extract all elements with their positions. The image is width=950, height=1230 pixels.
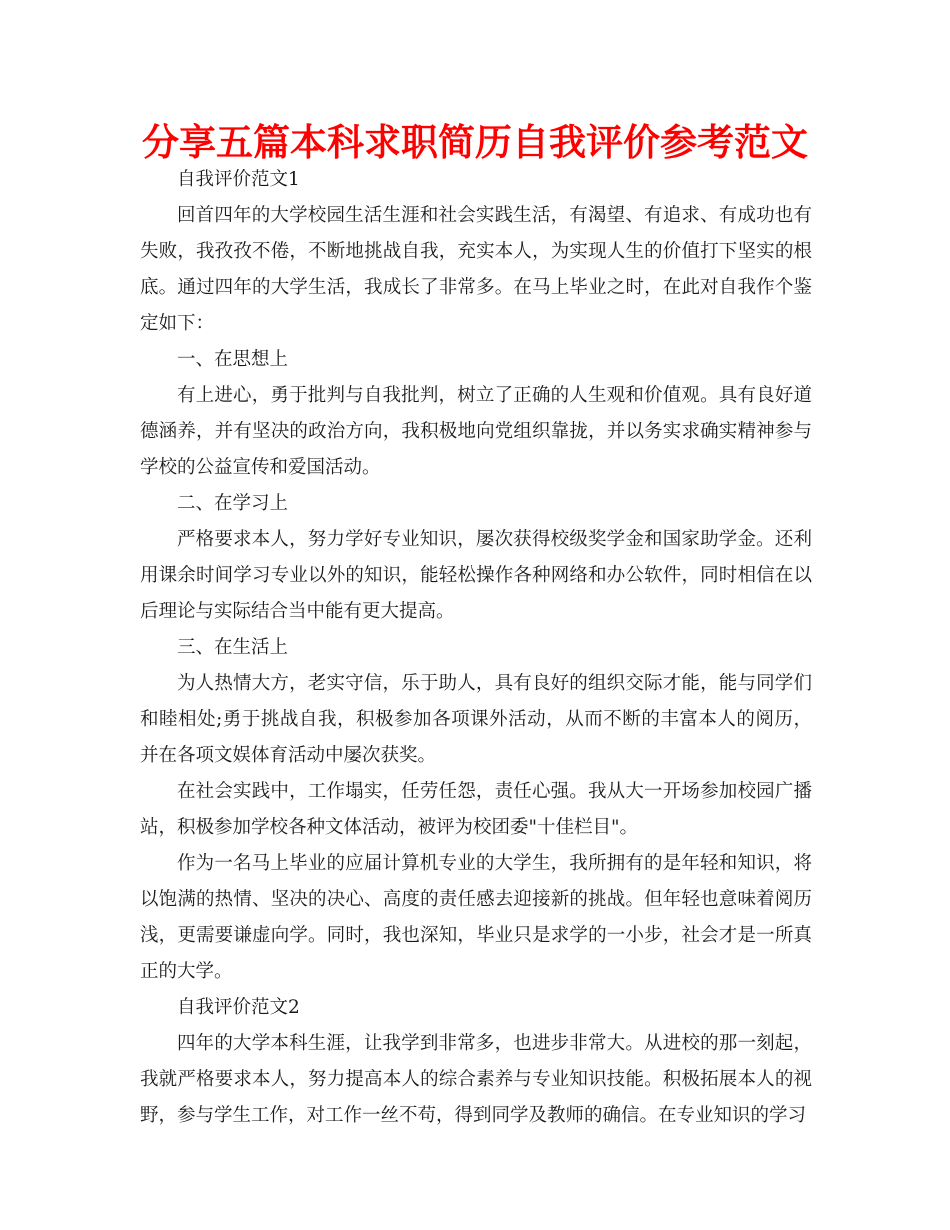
document-title: 分享五篇本科求职简历自我评价参考范文 [142,121,808,164]
section-heading: 二、在学习上 [177,493,289,514]
paragraph: 在社会实践中，工作塌实，任劳任怨，责任心强。我从大一开场参加校园广播站，积极参加学校各种文体活动，被评为校团委"十佳栏目"。 [140,781,812,838]
paragraph: 四年的大学本科生涯，让我学到非常多，也进步非常大。从进校的那一刻起，我就严格要求本人，努力提高本人的综合素养与专业知识技能。积极拓展本人的视野，参与学生工作，对工作一丝不苟，得到同学及教师的确信。在专业知识的学习 [140,1033,812,1126]
section-heading: 三、在生活上 [177,637,289,658]
paragraph: 作为一名马上毕业的应届计算机专业的大学生，我所拥有的是年轻和知识，将以饱满的热情、坚决的决心、高度的责任感去迎接新的挑战。但年轻也意味着阅历浅，更需要谦虚向学。同时，我也深知，毕业只是求学的一小步，社会才是一所真正的大学。 [140,853,812,982]
paragraph: 严格要求本人，努力学好专业知识，屡次获得校级奖学金和国家助学金。还利用课余时间学习专业以外的知识，能轻松操作各种网络和办公软件，同时相信在以后理论与实际结合当中能有更大提高。 [140,529,812,622]
section-heading: 自我评价范文2 [177,997,300,1018]
paragraph: 回首四年的大学校园生活生涯和社会实践生活，有渴望、有追求、有成功也有失败，我孜孜不倦，不断地挑战自我，充实本人，为实现人生的价值打下坚实的根底。通过四年的大学生活，我成长了非常多。在马上毕业之时，在此对自我作个鉴定如下： [140,205,812,334]
document-body [140,162,812,1134]
section-heading: 一、在思想上 [177,349,289,370]
section-heading: 自我评价范文1 [177,169,300,190]
paragraph: 有上进心，勇于批判与自我批判，树立了正确的人生观和价值观。具有良好道德涵养，并有坚决的政治方向，我积极地向党组织靠拢，并以务实求确实精神参与学校的公益宣传和爱国活动。 [140,385,812,478]
paragraph: 为人热情大方，老实守信，乐于助人，具有良好的组织交际才能，能与同学们和睦相处;勇于挑战自我，积极参加各项课外活动，从而不断的丰富本人的阅历，并在各项文娱体育活动中屡次获奖。 [140,673,812,766]
